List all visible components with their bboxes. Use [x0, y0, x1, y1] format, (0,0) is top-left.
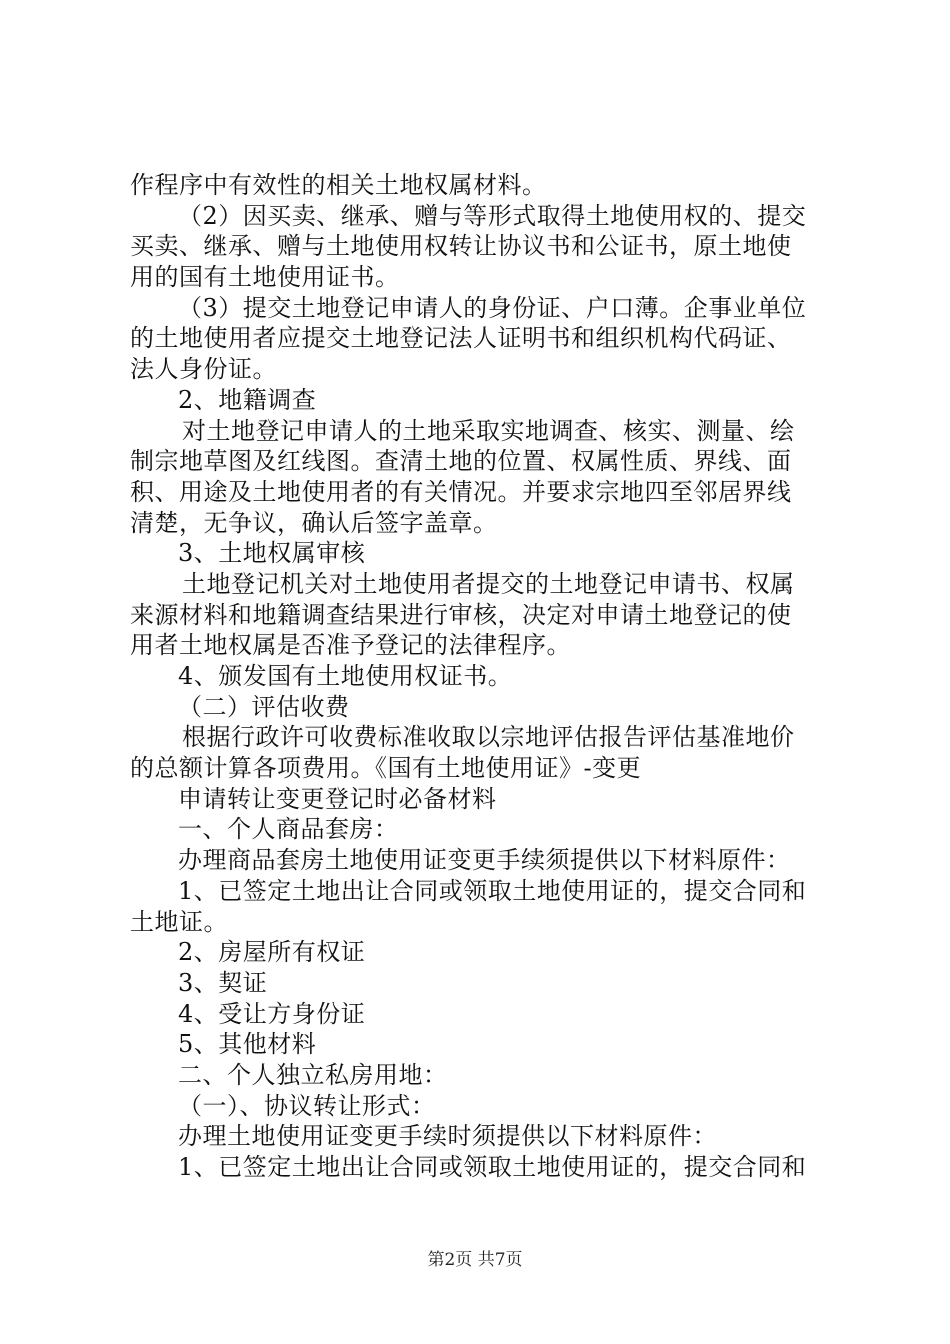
text-line: 3、契证	[178, 968, 268, 997]
text-line: 4、受让方身份证	[178, 999, 366, 1028]
text-line: 积、用途及土地使用者的有关情况。并要求宗地四至邻居界线	[130, 477, 792, 506]
text-line: （2）因买卖、继承、赠与等形式取得土地使用权的、提交	[178, 201, 807, 230]
text-line: 土地证。	[130, 907, 228, 936]
text-line: 2、地籍调查	[178, 385, 317, 414]
text-line: 买卖、继承、赠与土地使用权转让协议书和公证书，原土地使	[130, 232, 792, 261]
body-text	[130, 170, 830, 1183]
text-line: 作程序中有效性的相关土地权属材料。	[130, 171, 547, 199]
text-line: 4、颁发国有土地使用权证书。	[178, 662, 513, 690]
text-line: 的土地使用者应提交土地登记法人证明书和组织机构代码证、	[130, 324, 792, 353]
text-line: （一）、协议转让形式：	[178, 1091, 436, 1120]
text-line: 清楚，无争议，确认后签字盖章。	[130, 508, 498, 537]
text-line: 对土地登记申请人的土地采取实地调查、核实、测量、绘	[182, 416, 795, 445]
text-line: 土地登记机关对土地使用者提交的土地登记申请书、权属	[182, 569, 795, 598]
text-line: 用者土地权属是否准予登记的法律程序。	[130, 631, 571, 660]
text-line: 二、个人独立私房用地：	[178, 1060, 448, 1089]
text-line: 根据行政许可收费标准收取以宗地评估报告评估基准地价	[182, 723, 795, 752]
text-line: 办理商品套房土地使用证变更手续须提供以下材料原件：	[178, 846, 791, 875]
text-line: 2、房屋所有权证	[178, 938, 366, 967]
text-line: 1、已签定土地出让合同或领取土地使用证的，提交合同和	[178, 1153, 807, 1181]
text-line: 办理土地使用证变更手续时须提供以下材料原件：	[178, 1122, 717, 1151]
text-line: （二）评估收费	[178, 692, 350, 721]
text-line: 法人身份证。	[130, 355, 277, 384]
text-line: 5、其他材料	[178, 1030, 317, 1059]
text-line: 用的国有土地使用证书。	[130, 263, 400, 292]
text-line: 来源材料和地籍调查结果进行审核，决定对申请土地登记的使	[130, 600, 792, 629]
text-line: 的总额计算各项费用。《国有土地使用证》-变更	[130, 754, 642, 783]
text-line: 申请转让变更登记时必备材料	[178, 784, 497, 813]
page-footer: 第2页 共7页	[427, 1250, 523, 1270]
text-line: 一、个人商品套房：	[178, 815, 399, 844]
text-line: 3、土地权属审核	[178, 539, 366, 568]
text-line: 1、已签定土地出让合同或领取土地使用证的，提交合同和	[178, 876, 807, 905]
text-line: 制宗地草图及红线图。查清土地的位置、权属性质、界线、面	[130, 447, 792, 476]
text-line: （3）提交土地登记申请人的身份证、户口薄。企事业单位	[178, 293, 807, 322]
